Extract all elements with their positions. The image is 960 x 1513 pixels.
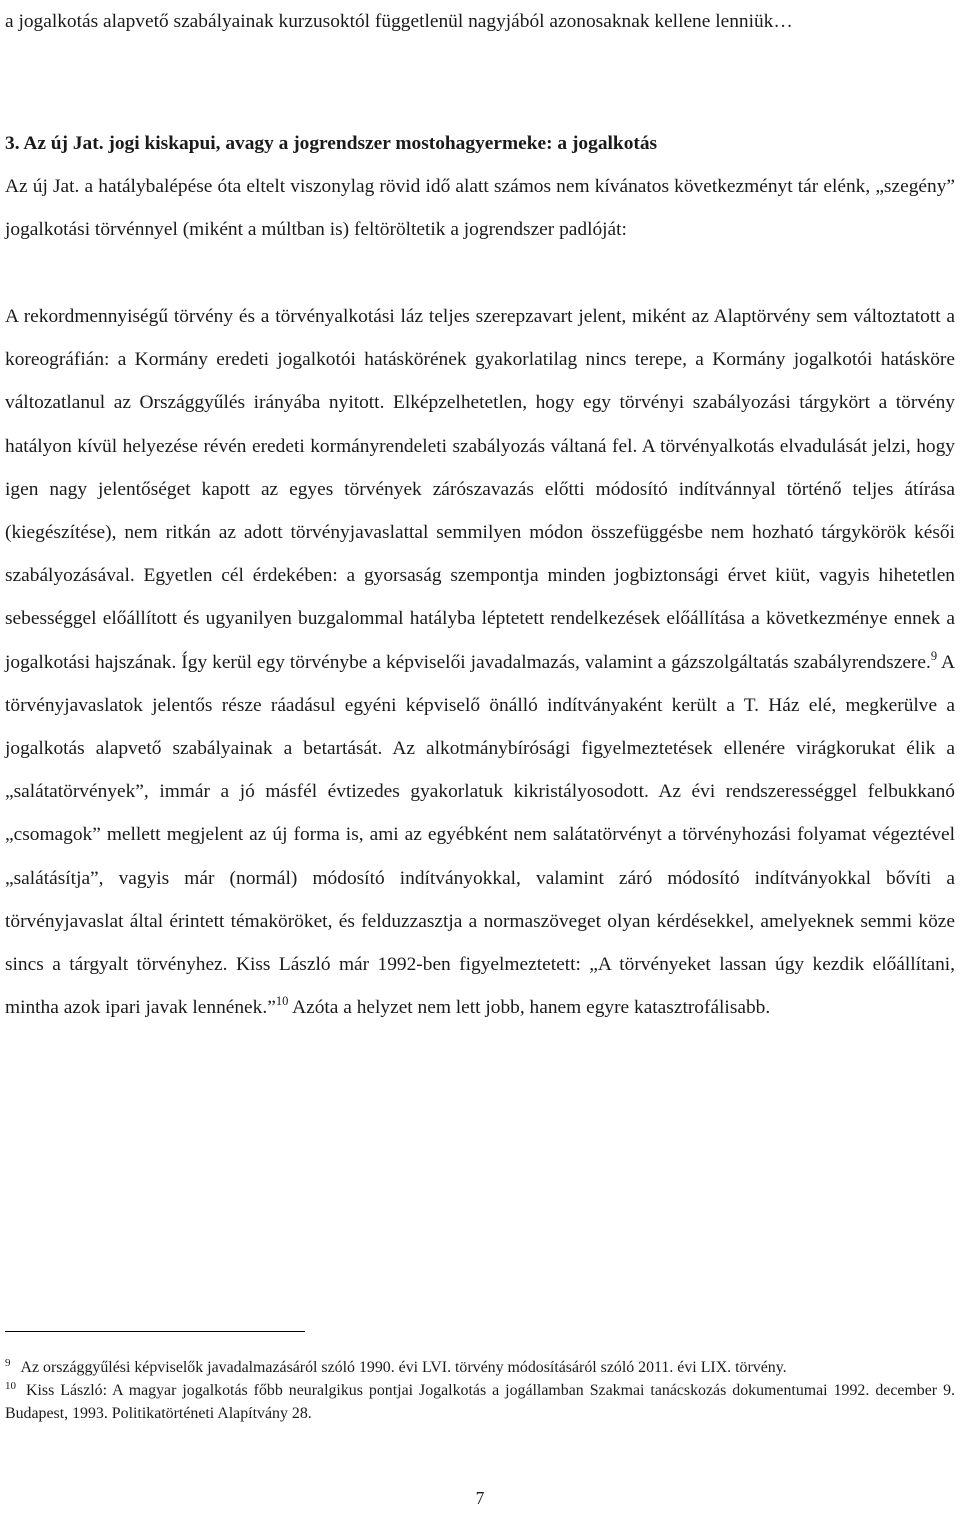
paragraph-main-text-3: Azóta a helyzet nem lett jobb, hanem egyre katasztrofálisabb. — [288, 997, 771, 1019]
paragraph-main-text-2: A törvényjavaslatok jelentős része ráadásul egyéni képviselő önálló indítványaként került a T. Ház elé, megkerülve a jogalkotás alapvető szabályainak a betartását. Az alkotmánybírósági figyelmeztetések ellenére virágkorukat élik a „salátatörvények”, immár a jó másfél évtizedes gyakorlatuk kikristályosodott. Az évi rendszerességgel felbukkanó „csomagok” mellett megjelent az új forma is, ami az egyébként nem salátatörvényt a törvényhozási folyamat végeztével „salátásítja”, vagyis már (normál) módosító indítványokkal, valamint záró módosító indítványokkal bővíti a törvényjavaslat által érintett témaköröket, és felduzzasztja a normaszöveget olyan kérdésekkel, amelyeknek semmi köze sincs a tárgyalt törvényhez. Kiss László már 1992-ben figyelmeztetett: „A törvényeket lassan úgy kezdik előállítani, mintha azok ipari javak lennének.” — [5, 651, 955, 1019]
paragraph-intro: a jogalkotás alapvető szabályainak kurzusoktól függetlenül nagyjából azonosaknak kellene lenniük… — [5, 11, 793, 32]
footnote-10 — [5, 1380, 955, 1425]
footnote-ref-9[interactable]: 9 — [930, 648, 938, 663]
footnote-ref-10[interactable]: 10 — [275, 994, 289, 1009]
paragraph-main-text-1: A rekordmennyiségű törvény és a törvényalkotási láz teljes szerepzavart jelent, miként az Alaptörvény sem változtatott a koreográfián: a Kormány eredeti jogalkotói hatáskörének gyakorlatilag nincs terepe, a Kormány jogalkotói hatásköre változatlanul az Országgyűlés irányába nyitott. Elképzelhetetlen, hogy egy törvényi szabályozási tárgykört a törvény hatályon kívül helyezése révén eredeti kormányrendeleti szabályozás váltaná fel. A törvényalkotás elvadulását jelzi, hogy igen nagy jelentőséget kapott az egyes törvények zárószavazás előtti módosító indítvánnyal történő teljes átírása (kiegészítése), nem ritkán az adott törvényjavaslattal semmilyen módon összefüggésbe nem hozható tárgykörök késői szabályozásával. Egyetlen cél érdekében: a gyorsaság szempontja minden jogbiztonsági érvet kiüt, vagyis hihetetlen sebességgel előállított és ugyanilyen buzgalommal hatályba léptetett rendelkezések előállítása a következménye ennek a jogalkotási hajszának. Így kerül egy törvénybe a képviselői javadalmazás, valamint a gázszolgáltatás szabályrendszere. — [5, 306, 955, 673]
footnote-separator — [5, 1331, 305, 1332]
section-heading: 3. Az új Jat. jogi kiskapui, avagy a jogrendszer mostohagyermeke: a jogalkotás — [5, 133, 658, 154]
footnotes — [5, 1357, 955, 1426]
footnote-10-text: Kiss László: A magyar jogalkotás főbb neuralgikus pontjai Jogalkotás a jogállamban Szakmai tanácskozás dokumentumai 1992. december 9. Budapest, 1993. Politikatörténeti Alapítvány 28. — [5, 1382, 955, 1422]
footnote-9-number: 9 — [5, 1357, 11, 1369]
paragraph-lead: Az új Jat. a hatálybalépése óta eltelt viszonylag rövid idő alatt számos nem kívánatos következményt tár elénk, „szegény” jogalkotási törvénnyel (miként a múltban is) feltöröltetik a jogrendszer padlóját: — [5, 176, 955, 241]
paragraph-main — [5, 295, 955, 1029]
footnote-9-text: Az országgyűlési képviselők javadalmazásáról szóló 1990. évi LVI. törvény módosításáról szóló 2011. évi LIX. törvény. — [20, 1359, 787, 1376]
page-number: 7 — [475, 1488, 485, 1508]
footnote-10-number: 10 — [5, 1380, 16, 1393]
footnote-9 — [5, 1357, 955, 1379]
